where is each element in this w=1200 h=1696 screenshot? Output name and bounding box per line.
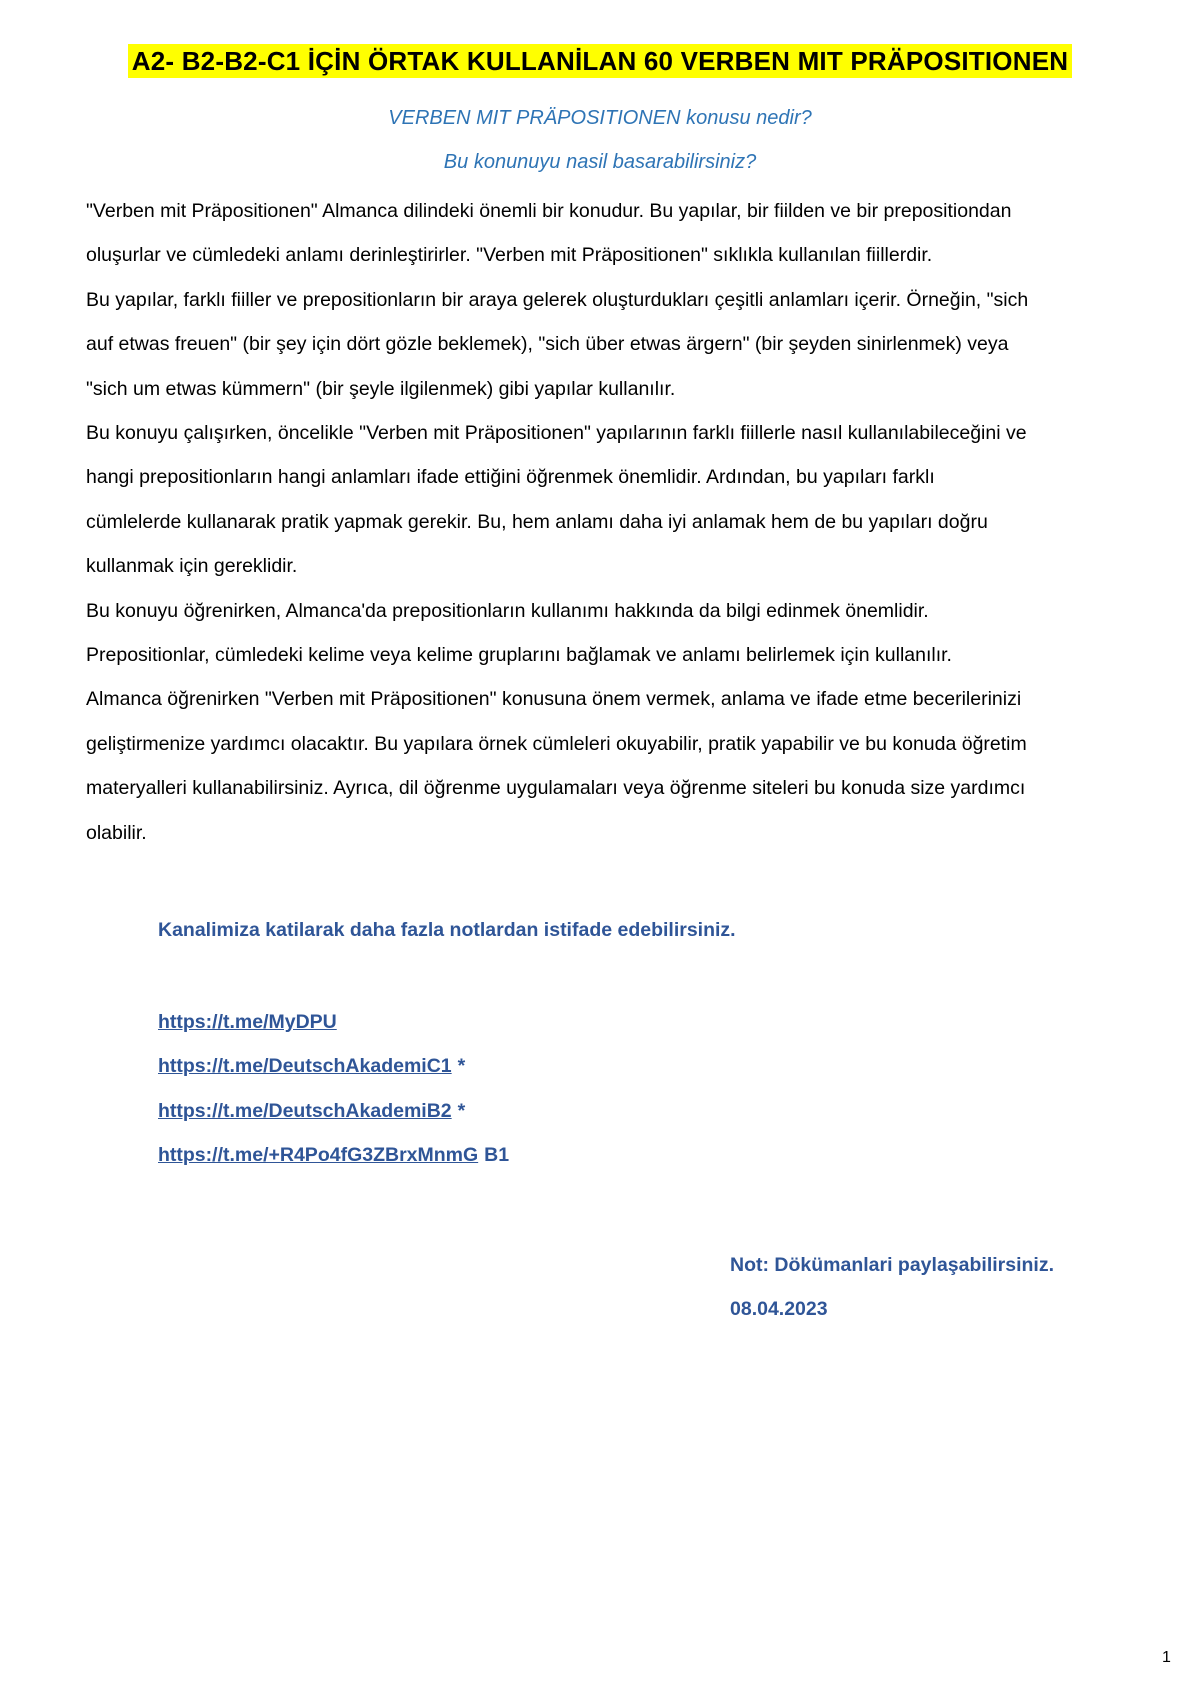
body-line: "Verben mit Präpositionen" Almanca dilindeki önemli bir konudur. Bu yapılar, bir fiilden ve bir prepositiondan (86, 200, 1012, 222)
link-suffix: * (457, 1099, 466, 1122)
body-line: auf etwas freuen" (bir şey için dört gözle beklemek), "sich über etwas ärgern" (bir şeyden sinirlenmek) veya (86, 333, 1009, 356)
body-line: Bu konuyu öğrenirken, Almanca'da prepositionların kullanımı hakkında da bilgi edinmek önemlidir. (86, 599, 929, 622)
body-line: Almanca öğrenirken "Verben mit Präpositionen" konusuna önem vermek, anlama ve ifade etme becerilerinizi (86, 688, 1022, 711)
body-line: Prepositionlar, cümledeki kelime veya kelime gruplarını bağlamak ve anlamı belirlemek için kullanılır. (86, 644, 952, 667)
body-line: Bu yapılar, farklı fiiller ve prepositionların bir araya gelerek oluşturdukları çeşitli anlamları içerir. Örneğin, "sich (86, 288, 1029, 311)
body-line: "sich um etwas kümmern" (bir şeyle ilgilenmek) gibi yapılar kullanılır. (86, 377, 676, 400)
page-title: A2- B2-B2-C1 İÇİN ÖRTAK KULLANİLAN 60 VERBEN MIT PRÄPOSITIONEN (128, 44, 1072, 78)
telegram-link-mydpu[interactable]: https://t.me/MyDPU (158, 1011, 337, 1033)
share-note-block (730, 1243, 1054, 1332)
body-line: olabilir. (86, 821, 147, 844)
link-row (158, 1089, 509, 1133)
link-row (158, 1133, 509, 1177)
subtitle-question-2: Bu konunuyu nasil basarabilirsiniz? (443, 151, 757, 173)
body-line: kullanmak için gereklidir. (86, 555, 298, 578)
share-note: Not: Dökümanlari paylaşabilirsiniz. (730, 1254, 1054, 1276)
body-line: materyalleri kullanabilirsiniz. Ayrıca, dil öğrenme uygulamaları veya öğrenme siteleri bu konuda size yardımcı (86, 777, 1026, 800)
telegram-link-c1[interactable]: https://t.me/DeutschAkademiC1 (158, 1055, 452, 1078)
page-number: 1 (1162, 1649, 1171, 1666)
telegram-link-b2[interactable]: https://t.me/DeutschAkademiB2 (158, 1099, 452, 1122)
body-line: cümlelerde kullanarak pratik yapmak gerekir. Bu, hem anlamı daha iyi anlamak hem de bu yapıları doğru (86, 510, 988, 533)
body-line: oluşurlar ve cümledeki anlamı derinleştirirler. "Verben mit Präpositionen" sıklıkla kullanılan fiillerdir. (86, 244, 933, 267)
document-date: 08.04.2023 (730, 1298, 828, 1321)
body-line: Bu konuyu çalışırken, öncelikle "Verben mit Präpositionen" yapılarının farklı fiillerle nasıl kullanılabileceğini ve (86, 422, 1027, 445)
telegram-link-b1[interactable]: https://t.me/+R4Po4fG3ZBrxMnmG (158, 1144, 479, 1167)
title-wrapper (0, 44, 1200, 78)
body-line: hangi prepositionların hangi anlamları ifade ettiğini öğrenmek önemlidir. Ardından, bu yapıları farklı (86, 466, 935, 489)
channel-note: Kanalimiza katilarak daha fazla notlardan istifade edebilirsiniz. (158, 919, 736, 941)
link-suffix: B1 (484, 1144, 510, 1167)
subtitle-question-1: VERBEN MIT PRÄPOSITIONEN konusu nedir? (388, 107, 812, 129)
link-row (158, 1000, 509, 1044)
body-line: geliştirmenize yardımcı olacaktır. Bu yapılara örnek cümleleri okuyabilir, pratik yapabilir ve bu konuda öğretim (86, 732, 1027, 755)
telegram-links (158, 1000, 509, 1178)
body-text (86, 189, 1166, 855)
link-suffix: * (457, 1055, 466, 1078)
link-row (158, 1044, 509, 1088)
